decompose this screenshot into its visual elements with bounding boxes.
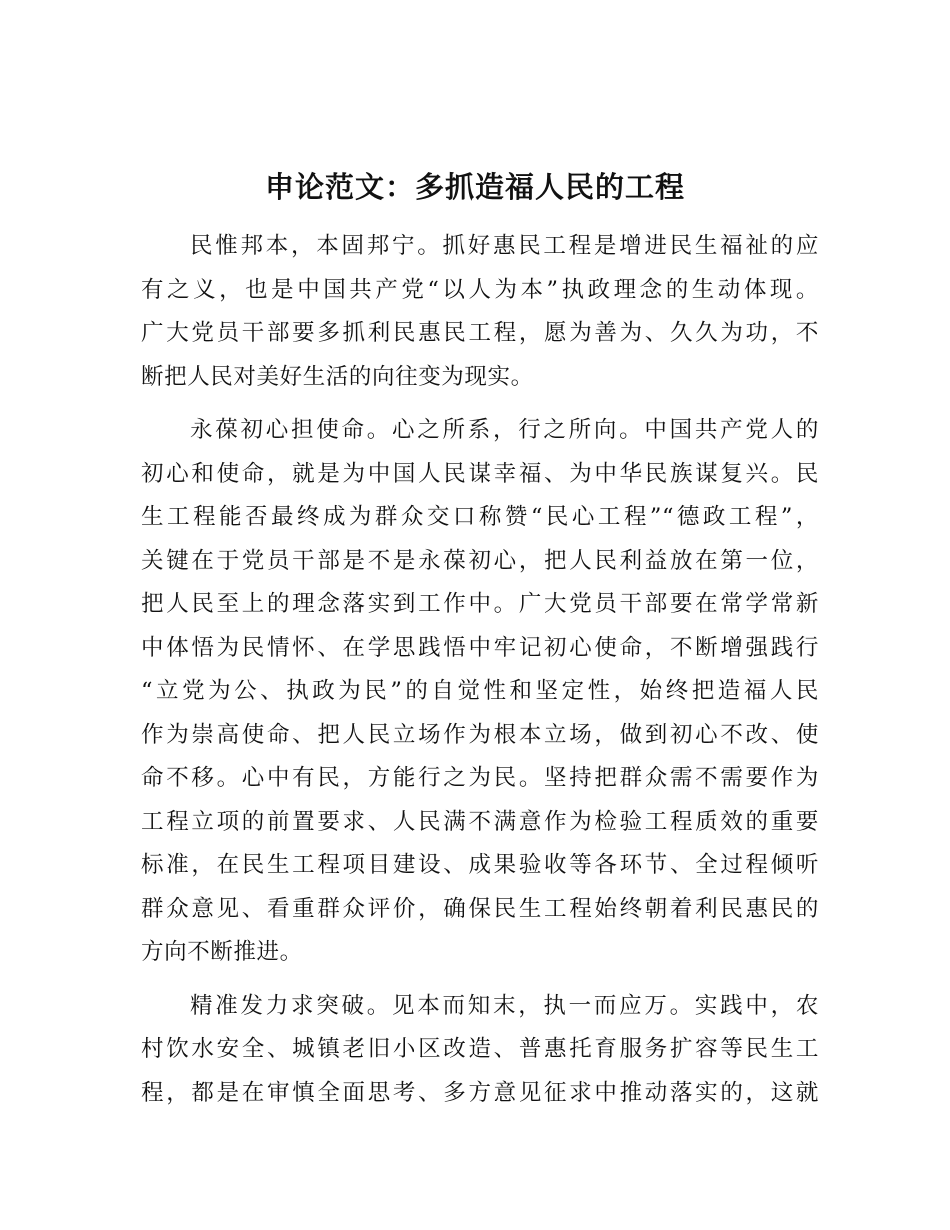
text-line: 群众意见、看重群众评价，确保民生工程始终朝着利民惠民的 bbox=[141, 895, 819, 922]
text-line: 中体悟为民情怀、在学思践悟中牢记初心使命，不断增强践行 bbox=[141, 634, 819, 661]
text-line: 村饮水安全、城镇老旧小区改造、普惠托育服务扩容等民生工 bbox=[141, 1036, 819, 1062]
document-body bbox=[141, 225, 819, 1125]
text-line: 精准发力求突破。见本而知末，执一而应万。实践中，农 bbox=[190, 992, 819, 1019]
text-line: 标准，在民生工程项目建设、成果验收等各环节、全过程倾听 bbox=[141, 852, 819, 878]
text-line: “立党为公、执政为民”的自觉性和坚定性，始终把造福人民 bbox=[141, 678, 819, 704]
text-line: 方向不断推进。 bbox=[141, 939, 303, 965]
text-line: 工程立项的前置要求、人民满不满意作为检验工程质效的重要 bbox=[141, 808, 819, 835]
text-line: 永葆初心担使命。心之所系，行之所向。中国共产党人的 bbox=[190, 417, 819, 443]
text-line: 有之义，也是中国共产党“以人为本”执政理念的生动体现。 bbox=[141, 276, 819, 303]
text-line: 生工程能否最终成为群众交口称赞“民心工程”“德政工程”， bbox=[141, 504, 819, 530]
paragraph-precision bbox=[141, 985, 819, 1116]
document-title: 申论范文：多抓造福人民的工程 bbox=[264, 170, 685, 204]
text-line: 程，都是在审慎全面思考、多方意见征求中推动落实的，这就 bbox=[141, 1079, 819, 1106]
text-line: 断把人民对美好生活的向往变为现实。 bbox=[141, 363, 534, 390]
text-line: 广大党员干部要多抓利民惠民工程，愿为善为、久久为功，不 bbox=[141, 320, 819, 346]
text-line: 关键在于党员干部是不是永葆初心，把人民利益放在第一位， bbox=[141, 547, 819, 574]
text-line: 作为崇高使命、把人民立场作为根本立场，做到初心不改、使 bbox=[141, 721, 819, 748]
paragraph-intro bbox=[141, 225, 819, 399]
paragraph-mission bbox=[141, 409, 819, 975]
text-line: 命不移。心中有民，方能行之为民。坚持把群众需不需要作为 bbox=[141, 765, 819, 791]
text-line: 民惟邦本，本固邦宁。抓好惠民工程是增进民生福祉的应 bbox=[190, 233, 819, 259]
text-line: 把人民至上的理念落实到工作中。广大党员干部要在常学常新 bbox=[141, 591, 819, 617]
text-line: 初心和使命，就是为中国人民谋幸福、为中华民族谋复兴。民 bbox=[141, 460, 819, 487]
